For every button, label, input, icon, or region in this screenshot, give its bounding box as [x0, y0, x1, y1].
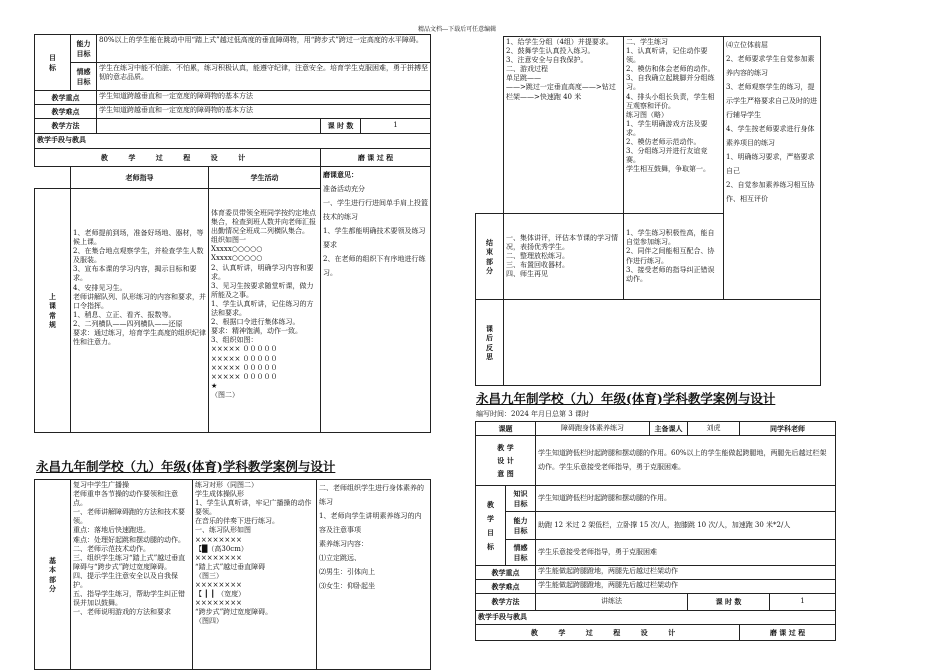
left-top-table: [34, 34, 431, 433]
right-doc-title: 永昌九年制学校（九）年级(体育)学科教学案例与设计: [476, 391, 776, 406]
basic-polish-text: 二、老师组织学生进行身体素养的练习 1、老师向学生讲明素养练习的内容及注意事项 素养练习内容： ⑴立定跳远、 ⑵男生：引体向上 ⑶女生：仰卧起坐: [317, 480, 431, 670]
method-value: [97, 119, 321, 134]
goal-label: 目 标: [35, 35, 71, 91]
means-label: 教学手段与教具: [35, 134, 431, 149]
intent-label: 教 学 设 计 意 图: [476, 436, 536, 486]
design-label-right: 磨 课 过 程: [740, 625, 836, 641]
intent-text: 学生知道跨低栏时起跨腿和摆动腿的作用。60%以上的学生能做起跨腿地，两腿先后越过栏架动作。学生乐意接受老师指导，勇于克服困难。: [536, 436, 836, 486]
knowledge-text: 学生知道跨低栏时起跨腿和摆动腿的作用。: [536, 486, 836, 512]
end-teacher-text: 一、集体讲评，评估本节课的学习情况，表扬优秀学生。 二、整理放松练习。 三、布置回收器材。 四、师生再见: [504, 214, 624, 300]
topic-value: 障碍跑身体素养练习: [536, 422, 650, 436]
presenter-value: 刘虎: [688, 422, 740, 436]
emotion-label-right: 情感 目标: [506, 540, 536, 566]
ability-text-right: 助跑 12 米过 2 架低栏，立卧撑 15 次/人，抱膝跳 10 次/人，加速跑 30 米*2/人: [536, 512, 836, 540]
reflection-label: 课 后 反 思: [476, 300, 504, 386]
ability-label-right: 能力 目标: [506, 512, 536, 540]
method-label-right: 教学方法: [476, 594, 536, 611]
polish-cell: [321, 167, 431, 433]
key-text: 学生知道跨越垂直和一定宽度的障碍物的基本方法: [97, 91, 431, 105]
process-label-right: 教 学 过 程 设 计: [476, 625, 740, 641]
game-teacher-text: 1、给学生分组（4组）并提要求。 2、鼓舞学生认真投入练习。 3、注意安全与自我保护。 二、游戏过程 单足跳—— ——>跳过一定垂直高度——>钻过栏架——>快速跑 40 米: [504, 37, 624, 214]
key-label-right: 教学重点: [476, 566, 536, 580]
teacher-col-header: 老师指导: [71, 167, 209, 189]
emotion-text: 学生在练习中能不怕脏、不怕累，练习积极认真，能遵守纪律，注意安全。培育学生克服困难，勇于拼搏坚韧的意志品质。: [97, 63, 431, 91]
student-activity: 体育委员带领全班同学按约定地点集合，检查到班人数并向老师汇报出勤情况全班成二列横队集合。 组织如图一 Xxxxx○○○○○ Xxxxx○○○○○ 2、认真听讲，明确学习内容和要求。 3、见习生按要求随堂听课，做力所能及之事。 1、学生认真听讲，记住练习的方法和要求。 2、根据口令进行集体练习。 要求：精神饱满，动作一致。 3、组织如图： ××××× ０００００ ××××× ０００００ ××××× ０００００ ××××× ０００００ ★ （图二）: [209, 189, 321, 433]
date-line: 编写时间：2024 年月日总第 3 课时: [476, 410, 589, 418]
design-label: 磨 课 过 程: [321, 149, 431, 167]
right-bottom-table: [475, 421, 836, 641]
hours-label-right: 课 时 数: [688, 594, 770, 611]
method-value-right: 讲练法: [536, 594, 688, 611]
game-student-text: 二、学生练习 1、认真听讲，记住动作要领。 2、模仿和体会老师的动作。 3、自我确立起跳脚并分组练习。 4、排头小组长负责，学生相互观察和评价。 练习图（略） 1、学生明确游戏方法及要求。 2、模仿老师示范动作。 3、分组练习并进行友谊竞赛。 学生相互鼓舞，争取第一。: [624, 37, 724, 214]
ability-text: 80%以上的学生能在跳动中用“踏上式”越过低高度的垂直障碍物，用“跨步式”跨过一定高度的水平障碍。: [97, 35, 431, 63]
teaching-goal-label: 教 学 目 标: [476, 486, 506, 566]
left-doc-title: 永昌九年制学校（九）年级(体育)学科教学案例与设计: [36, 459, 336, 474]
means-label-right: 教学手段与教具: [476, 611, 836, 625]
ability-label: 能力 目标: [71, 35, 97, 63]
hours-value-right: 1: [770, 594, 836, 611]
basic-teacher-text: 复习中学生广播操 老师重申各节操的动作要领和注意点。 一、老师讲解障碍跑的方法和技术要领。 重点：落地后快速跑进。 难点：处理好起跳和摆动腿的动作。 二、老师示范技术动作。 三、组织学生练习“踏上式”越过垂直障碍与“跨步式”跨过宽度障碍。 四、提示学生注意安全以及自我保护。 五、指导学生练习，帮助学生纠正错误并加以鼓舞。 一、老师说明游戏的方法和要求: [71, 480, 193, 670]
right-top-table: [475, 36, 821, 386]
emotion-label: 情感 目标: [71, 63, 97, 91]
section-routine-label: 上 课 常 规: [35, 189, 71, 433]
basic-student-text: 练习对形（同图二） 学生成体操队形 1、学生认真听讲，牢记广播操的动作要领。 在音乐的伴奏下进行练习。 一、练习队形如图 ×××××××× 【█（高30cm） ×××××××× “踏上式”越过垂直障碍 （图三） ×××××××× 【 ┃ ┃ （宽度） ×××××××× “跨步式”跨过宽度障碍。 （图四）: [193, 480, 317, 670]
presenter-label: 主备课人: [650, 422, 688, 436]
hours-label: 课 时 数: [321, 119, 361, 134]
difficulty-text: 学生知道跨越垂直和一定宽度的障碍物的基本方法: [97, 105, 431, 119]
section-basic-label: 基 本 部 分: [35, 480, 71, 670]
left-bottom-table: [34, 479, 431, 670]
page-header: 精品文档---下载后可任意编辑: [418, 26, 497, 33]
game-polish-text: ⑷立位体前屈 2、老师要求学生自觉参加素养内容的练习 3、老师观察学生的练习，提示学生严格要求自己及时的进行辅导学生 4、学生按老师要求进行身体素养项目的练习 1、明确练习要求，严格要求自己 2、自觉参加素养练习相互协作、相互评价: [724, 37, 821, 300]
difficulty-text-right: 学生能做起跨腿蹬地，两腿先后越过栏架动作: [536, 580, 836, 594]
reflection-cell: [504, 300, 821, 386]
polish-title: 磨课意见：: [323, 170, 358, 179]
section-end-label: 结 束 部 分: [476, 214, 504, 300]
teacher-guidance: 1、老师提前到场，准备好场地、器材，等候上课。 2、在集合地点观察学生，并检查学生人数及服装。 3、宣布本课的学习内容，揭示目标和要求。 4、安排见习生。 老师讲解队列、队形练习的内容和要求，并口令指挥。 1、稍息、立正、看齐、报数等。 2、二列横队——四列横队——还原 要求：通过练习，培育学生高度的组织纪律性和注意力。: [71, 189, 209, 433]
knowledge-label: 知识 目标: [506, 486, 536, 512]
difficulty-label-right: 教学难点: [476, 580, 536, 594]
difficulty-label: 教学难点: [35, 105, 97, 119]
polish-text: 准备活动充分 一、学生进行行进间单手肩上投篮技术的练习 1、学生都能明确技术要领及练习要求 2、在老师的组织下有序地进行练习。: [323, 185, 428, 277]
key-label: 教学重点: [35, 91, 97, 105]
key-text-right: 学生能做起跨腿蹬地，两腿先后越过栏架动作: [536, 566, 836, 580]
end-student-text: 1、学生练习积极性高，能自自觉参加练习。 2、同伴之间能相互配合、协作进行练习。 3、接受老师的指导纠正错误动作。: [624, 214, 724, 300]
peer-teacher-label: 同学科老师: [740, 422, 836, 436]
process-label: 教 学 过 程 设 计: [35, 149, 321, 167]
student-col-header: 学生活动: [209, 167, 321, 189]
topic-label: 课题: [476, 422, 536, 436]
emotion-text-right: 学生乐意接受老师指导，勇于克服困难: [536, 540, 836, 566]
hours-value: 1: [361, 119, 431, 134]
method-label: 教学方法: [35, 119, 97, 134]
